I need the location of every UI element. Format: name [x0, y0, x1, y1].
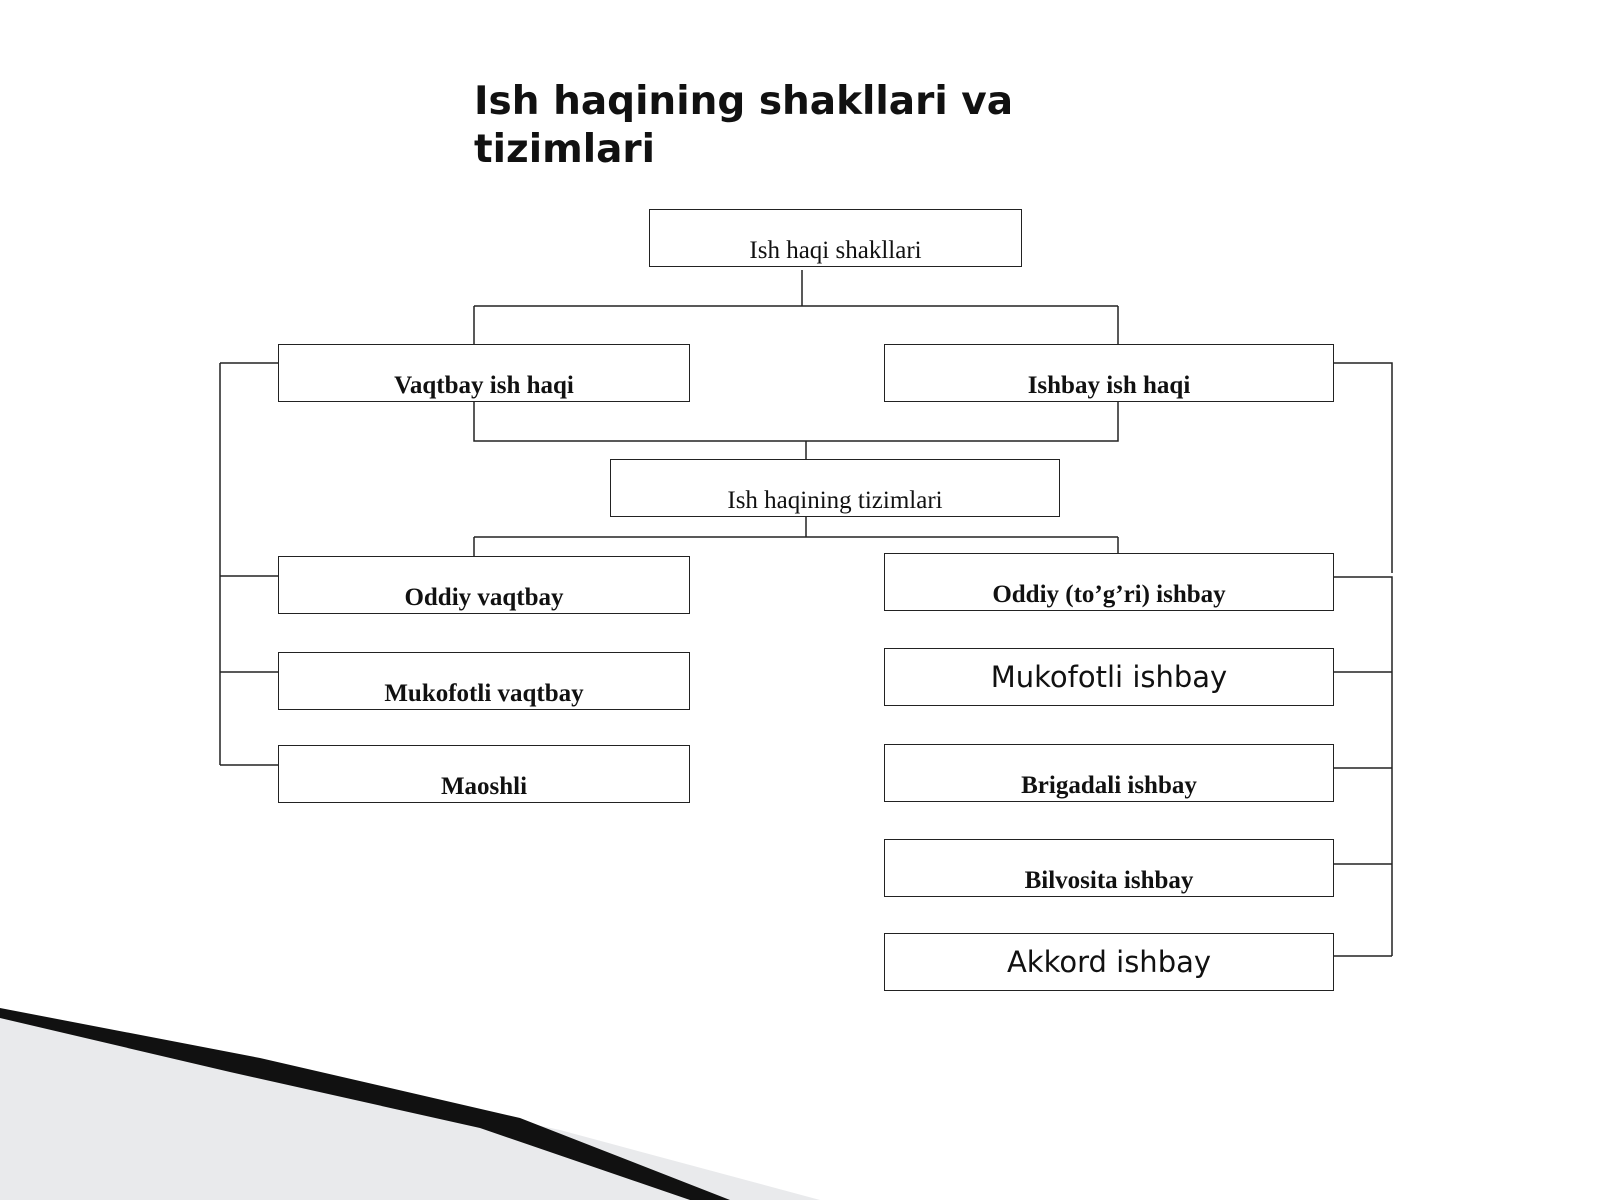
- node-brigade-piece: [884, 744, 1334, 802]
- node-time-wage-label: Vaqtbay ish haqi: [394, 372, 574, 399]
- node-wage-systems: [610, 459, 1060, 517]
- node-simple-time-label: Oddiy vaqtbay: [404, 584, 564, 611]
- node-salary: [278, 745, 690, 803]
- node-simple-piece-label: Oddiy (to’g’ri) ishbay: [992, 581, 1226, 608]
- node-simple-piece: [884, 553, 1334, 611]
- node-wage-systems-label: Ish haqining tizimlari: [727, 487, 943, 514]
- connector-root-to-forms: [474, 270, 1118, 344]
- node-piece-wage: [884, 344, 1334, 402]
- connector-left-bracket: [220, 363, 278, 765]
- connector-forms-to-systems: [474, 401, 1118, 459]
- node-bonus-piece: [884, 648, 1334, 706]
- node-chord-piece-label: Akkord ishbay: [1006, 945, 1212, 979]
- node-bonus-piece-label: Mukofotli ishbay: [990, 660, 1228, 694]
- node-indirect-piece-label: Bilvosita ishbay: [1024, 867, 1194, 894]
- connector-right-bracket: [1334, 363, 1392, 956]
- slide-title-line-2: tizimlari: [474, 127, 656, 172]
- node-bonus-time-label: Mukofotli vaqtbay: [384, 680, 584, 707]
- connector-systems-to-branches: [474, 516, 1118, 556]
- node-brigade-piece-label: Brigadali ishbay: [1021, 772, 1197, 799]
- node-chord-piece: [884, 933, 1334, 991]
- node-wage-forms-label: Ish haqi shakllari: [749, 237, 922, 264]
- node-piece-wage-label: Ishbay ish haqi: [1027, 372, 1191, 399]
- node-bonus-time: [278, 652, 690, 710]
- node-salary-label: Maoshli: [440, 773, 528, 800]
- slide-title-line-1: Ish haqining shakllari va: [474, 79, 1014, 124]
- node-time-wage: [278, 344, 690, 402]
- node-indirect-piece: [884, 839, 1334, 897]
- node-simple-time: [278, 556, 690, 614]
- node-wage-forms: [649, 209, 1022, 267]
